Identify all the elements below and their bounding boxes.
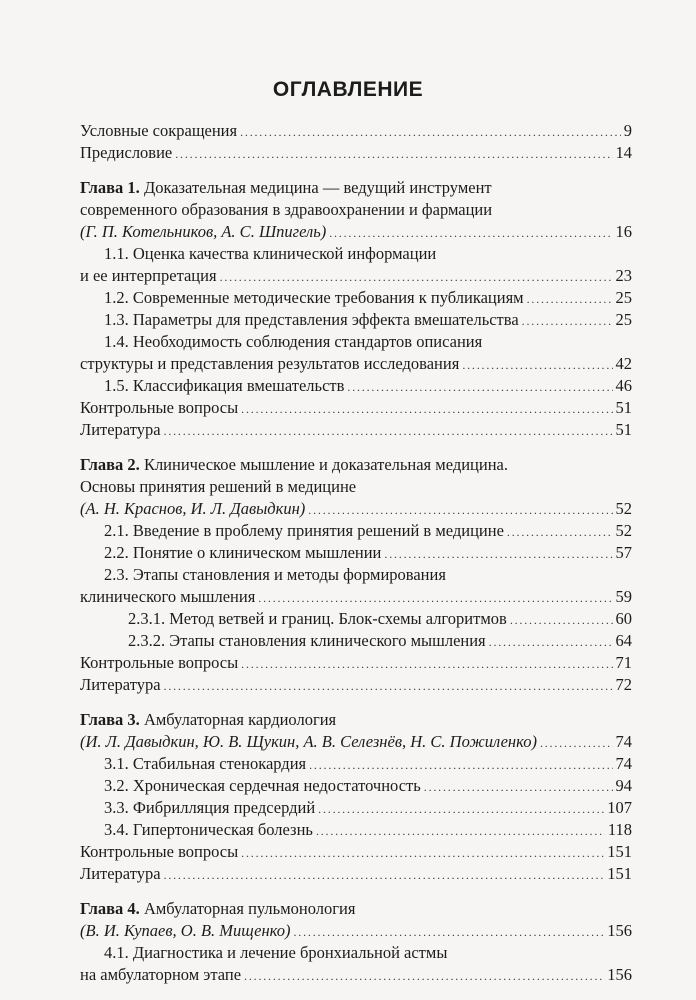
chapter-number: Глава 4. xyxy=(80,899,140,918)
entry-title: Контрольные вопросы xyxy=(80,842,239,861)
entry-title: Литература xyxy=(80,420,161,439)
entry-title: структуры и представления результатов исследования xyxy=(80,354,460,373)
page-number: 9 xyxy=(623,121,632,140)
toc-entry xyxy=(80,586,632,608)
toc-entry xyxy=(80,863,632,885)
authors: (Г. П. Котельников, А. С. Шпигель) xyxy=(80,222,327,241)
toc-entry xyxy=(80,841,632,863)
entry-title: 1.4. Необходимость соблюдения стандартов описания xyxy=(104,332,483,351)
entry-title: Клиническое мышление и доказательная медицина. xyxy=(139,455,508,474)
toc-entry xyxy=(80,142,632,164)
toc-heading-line xyxy=(104,243,632,265)
toc-entry xyxy=(104,287,632,309)
entry-title: 4.1. Диагностика и лечение бронхиальной астмы xyxy=(104,943,448,962)
toc-heading-line xyxy=(104,942,632,964)
toc-entry-text xyxy=(80,178,492,197)
dot-leader xyxy=(462,353,612,376)
page-number: 72 xyxy=(615,675,632,694)
toc-entry-text xyxy=(104,943,447,962)
page-number: 51 xyxy=(615,420,632,439)
entry-title: 1.3. Параметры для представления эффекта вмешательства xyxy=(104,310,519,329)
dot-leader xyxy=(258,586,612,609)
page-number: 52 xyxy=(615,499,632,518)
toc-entry-text xyxy=(80,120,237,142)
page-number: 74 xyxy=(615,732,632,751)
toc-entry xyxy=(104,797,632,819)
toc-entry xyxy=(80,964,632,986)
dot-leader xyxy=(308,498,612,521)
toc-entry-text xyxy=(104,542,381,564)
entry-title: 1.2. Современные методические требования к публикациям xyxy=(104,288,524,307)
page-number: 94 xyxy=(615,776,632,795)
authors: (И. Л. Давыдкин, Ю. В. Щукин, А. В. Селезнёв, Н. С. Пожиленко) xyxy=(80,732,537,751)
toc-entry xyxy=(80,652,632,674)
toc-entry xyxy=(104,819,632,841)
entry-title: Контрольные вопросы xyxy=(80,398,239,417)
toc-entry-text xyxy=(80,652,238,674)
toc-entry-text xyxy=(80,419,161,441)
toc-heading-line xyxy=(80,476,632,498)
dot-leader xyxy=(510,608,613,631)
toc-entry-text xyxy=(104,309,519,331)
entry-title: современного образования в здравоохранении и фармации xyxy=(80,200,493,219)
toc-entry-text xyxy=(80,221,326,243)
dot-leader xyxy=(316,819,605,842)
page-number: 23 xyxy=(615,266,632,285)
page-number: 25 xyxy=(615,288,632,307)
toc-entry-text xyxy=(128,630,486,652)
dot-leader xyxy=(507,520,613,543)
toc-entry xyxy=(80,731,632,753)
toc-entry-text xyxy=(104,753,306,775)
dot-leader xyxy=(240,120,621,143)
toc-entry xyxy=(80,353,632,375)
toc-entry-text xyxy=(80,353,459,375)
dot-leader xyxy=(164,863,605,886)
entry-title: 2.3.2. Этапы становления клинического мышления xyxy=(128,631,486,650)
entry-title: 2.2. Понятие о клиническом мышлении xyxy=(104,543,382,562)
toc-entry xyxy=(104,309,632,331)
toc-heading-line xyxy=(104,331,632,353)
page-number: 156 xyxy=(607,921,632,940)
dot-leader xyxy=(241,397,612,420)
toc-entry xyxy=(80,920,632,942)
toc-entry-text xyxy=(104,565,446,584)
toc-heading-line xyxy=(80,177,632,199)
entry-title: 3.4. Гипертоническая болезнь xyxy=(104,820,313,839)
page-number: 151 xyxy=(607,842,632,861)
toc-entry-text xyxy=(104,819,313,841)
toc-entry xyxy=(104,775,632,797)
toc-entry-text xyxy=(104,775,421,797)
toc-entry-text xyxy=(80,142,172,164)
page-number: 118 xyxy=(607,820,632,839)
dot-leader xyxy=(220,265,613,288)
entry-title: Условные сокращения xyxy=(80,121,238,140)
chapter-number: Глава 3. xyxy=(80,710,140,729)
toc-entry-text xyxy=(80,899,355,918)
toc-entry xyxy=(80,674,632,696)
toc-heading-line xyxy=(104,564,632,586)
toc-entry xyxy=(80,265,632,287)
page-number: 42 xyxy=(615,354,632,373)
dot-leader xyxy=(241,841,604,864)
toc-heading-line xyxy=(80,199,632,221)
page-number: 60 xyxy=(615,609,632,628)
toc-entry xyxy=(128,608,632,630)
page-title: ОГЛАВЛЕНИЕ xyxy=(272,78,424,101)
toc-entry-text xyxy=(104,332,482,351)
dot-leader xyxy=(522,309,613,332)
toc-entry-text xyxy=(80,397,238,419)
toc-entry-text xyxy=(80,731,537,753)
page-number: 51 xyxy=(615,398,632,417)
entry-title: Литература xyxy=(80,864,161,883)
toc-entry-text xyxy=(104,287,524,309)
toc-entry xyxy=(80,498,632,520)
page-number: 57 xyxy=(615,543,632,562)
toc-entry-text xyxy=(80,674,161,696)
entry-title: на амбулаторном этапе xyxy=(80,965,242,984)
toc-entry-text xyxy=(128,608,507,630)
toc-entry xyxy=(104,375,632,397)
toc-entry-text xyxy=(80,841,238,863)
page-number: 46 xyxy=(615,376,632,395)
dot-leader xyxy=(241,652,612,675)
toc-entry-text xyxy=(104,244,436,263)
entry-title: Доказательная медицина — ведущий инструмент xyxy=(139,178,492,197)
entry-title: 1.5. Классификация вмешательств xyxy=(104,376,345,395)
dot-leader xyxy=(424,775,613,798)
page-number: 59 xyxy=(615,587,632,606)
page-number: 156 xyxy=(607,965,632,984)
toc-entry-text xyxy=(80,586,255,608)
toc-entry-text xyxy=(80,863,161,885)
dot-leader xyxy=(384,542,612,565)
entry-title: Предисловие xyxy=(80,143,173,162)
entry-title: и ее интерпретация xyxy=(80,266,217,285)
toc-heading-line xyxy=(80,709,632,731)
toc-entry xyxy=(80,120,632,142)
entry-title: клинического мышления xyxy=(80,587,256,606)
entry-title: 2.1. Введение в проблему принятия решений в медицине xyxy=(104,521,504,540)
dot-leader xyxy=(164,674,613,697)
chapter-number: Глава 1. xyxy=(80,178,140,197)
entry-title: 3.3. Фибрилляция предсердий xyxy=(104,798,316,817)
entry-title: Основы принятия решений в медицине xyxy=(80,477,357,496)
authors: (В. И. Купаев, О. В. Мищенко) xyxy=(80,921,291,940)
authors: (А. Н. Краснов, И. Л. Давыдкин) xyxy=(80,499,306,518)
toc-entry-text xyxy=(80,498,305,520)
dot-leader xyxy=(309,753,612,776)
toc-heading-line xyxy=(80,454,632,476)
entry-title: 2.3. Этапы становления и методы формирования xyxy=(104,565,446,584)
entry-title: Амбулаторная кардиология xyxy=(139,710,337,729)
dot-leader xyxy=(175,142,612,165)
dot-leader xyxy=(164,419,613,442)
toc-entry xyxy=(80,397,632,419)
dot-leader xyxy=(347,375,612,398)
toc-entry-text xyxy=(80,455,508,474)
dot-leader xyxy=(489,630,613,653)
toc-entry xyxy=(80,221,632,243)
toc-entry xyxy=(104,542,632,564)
page-number: 64 xyxy=(615,631,632,650)
entry-title: 3.2. Хроническая сердечная недостаточность xyxy=(104,776,421,795)
entry-title: Контрольные вопросы xyxy=(80,653,239,672)
chapter-number: Глава 2. xyxy=(80,455,140,474)
page-number: 151 xyxy=(607,864,632,883)
dot-leader xyxy=(329,221,612,244)
dot-leader xyxy=(540,731,613,754)
page-number: 52 xyxy=(615,521,632,540)
dot-leader xyxy=(527,287,613,310)
toc-entry-text xyxy=(104,375,344,397)
toc-entry xyxy=(128,630,632,652)
toc-entry-text xyxy=(80,265,217,287)
toc-entry-text xyxy=(104,520,504,542)
toc-entry-text xyxy=(80,200,492,219)
dot-leader xyxy=(318,797,604,820)
toc-entry-text xyxy=(80,710,336,729)
toc-entry xyxy=(104,753,632,775)
entry-title: Амбулаторная пульмонология xyxy=(139,899,356,918)
toc-heading-line xyxy=(80,898,632,920)
page-number: 107 xyxy=(607,798,632,817)
toc-entry-text xyxy=(104,797,315,819)
page-number: 71 xyxy=(615,653,632,672)
entry-title: 3.1. Стабильная стенокардия xyxy=(104,754,307,773)
dot-leader xyxy=(244,964,604,987)
page-number: 16 xyxy=(615,222,632,241)
entry-title: 1.1. Оценка качества клинической информации xyxy=(104,244,437,263)
toc-entry-text xyxy=(80,964,241,986)
toc-entry-text xyxy=(80,477,356,496)
page-number: 14 xyxy=(615,143,632,162)
toc-entry-text xyxy=(80,920,291,942)
dot-leader xyxy=(294,920,605,943)
entry-title: 2.3.1. Метод ветвей и границ. Блок-схемы алгоритмов xyxy=(128,609,507,628)
toc-entry xyxy=(80,419,632,441)
page-number: 74 xyxy=(615,754,632,773)
entry-title: Литература xyxy=(80,675,161,694)
toc-entry xyxy=(104,520,632,542)
page-number: 25 xyxy=(615,310,632,329)
